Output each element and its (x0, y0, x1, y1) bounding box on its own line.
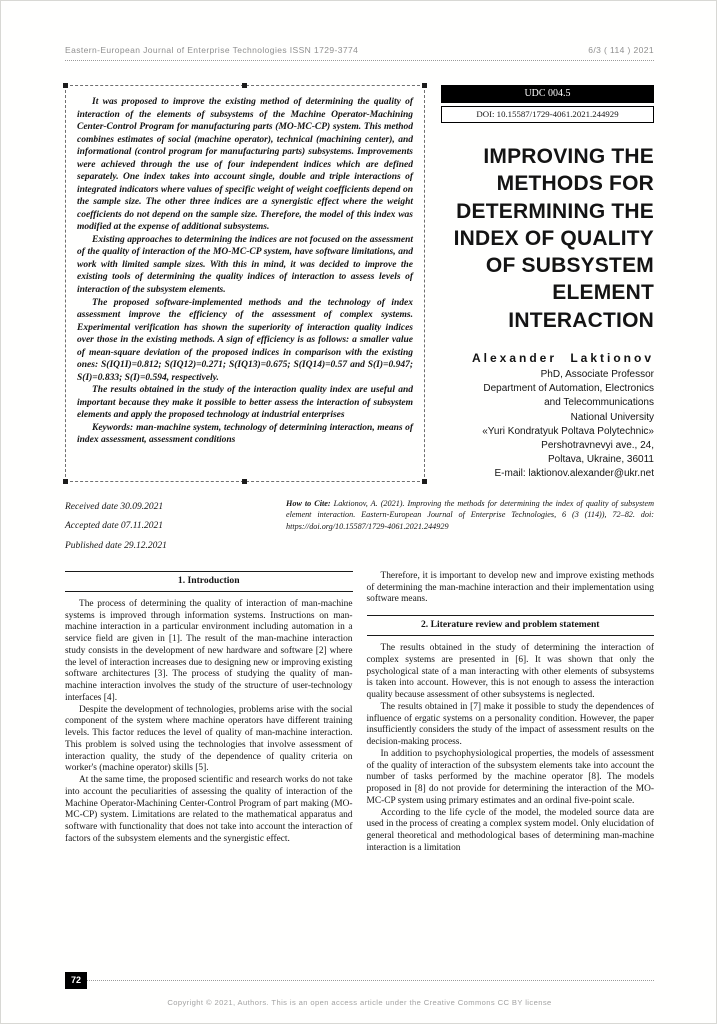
body-paragraph: The process of determining the quality of interaction of man-machine systems is improved through information systems. Instructions on man-machine interaction in a particular environment including automation in a service field are given in [1]. The result of the man-machine interaction study consists in the development of new hardware and software [2] where the level of interaction increases due to designing new or improving existing software architectures [3]. The process of studying the quality of man-machine interaction involves the study of the structure of user-technology interfaces [4]. (65, 598, 353, 703)
dates-cite-row (65, 498, 654, 556)
author-name: Alexander Laktionov (471, 351, 654, 366)
right-column (367, 571, 655, 855)
abstract-paragraph: Existing approaches to determining the indices are not focused on the assessment of the quality of interaction of the MO-MC-CP system, have software limitations, and work with limited sample sizes. With this in mind, it was decided to improve the existing tools of determining the quality indices of interaction to assess levels of interaction of the subsystem elements. (77, 234, 413, 295)
copyright-notice: Copyright © 2021, Authors. This is an open access article under the Creative Commons CC BY license (167, 998, 552, 1007)
article-title: IMPROVING THE METHODS FOR DETERMINING THE INDEX OF QUALITY OF SUBSYSTEM ELEMENT INTERACTION (453, 145, 654, 332)
box-ornament (242, 479, 247, 484)
body-paragraph: In addition to psychophysiological properties, the models of assessment of the quality of interaction of the subsystem elements take into account the number of tasks performed by the machine operator [8]. The models proposed in [8] do not provide for determining the interaction of the MO-MC-CP system using primary estimates and an ordinal five-point scale. (366, 748, 654, 806)
body-paragraph: At the same time, the proposed scientific and research works do not take into account the peculiarities of assessing the quality of interaction of the Machine Operator-Machining Center-Control Program of part making (MO-MC-CP) system. Limitations are related to the mathematical apparatus and software with functionality that does not take into account the interaction of factors of the subsystem elements and the synergistic effect. (65, 775, 353, 844)
box-ornament (242, 83, 247, 88)
abstract-paragraph: The results obtained in the study of the interaction quality index are useful and important because they make it possible to better assess the interaction of subsystem elements and apply the proposed technology at industrial enterprises (77, 385, 413, 421)
section-heading-literature-review: 2. Literature review and problem statement (367, 615, 655, 636)
affiliation-line: «Yuri Kondratyuk Poltava Polytechnic» (482, 425, 654, 437)
section-heading-introduction: 1. Introduction (65, 571, 353, 592)
accepted-date: Accepted date 07.11.2021 (65, 521, 163, 532)
udc-label: UDC 004.5 (441, 85, 654, 103)
author-affiliation (441, 368, 654, 482)
body-paragraph: Despite the development of technologies, problems arise with the social component of the system where machine operators have different training levels. This factor reduces the level of quality of man-machine interaction. This problem is solved using the technologies that involve assessment of interaction quality, the study of the dependence of quality criteria on worker's (machine operator) skills [5]. (65, 704, 353, 774)
body-paragraph: The results obtained in the study of determining the interaction of complex systems are presented in [6]. It was shown that only the psychological state of a man interacting with other elements of subsystems is taken into account. However, this is not enough to assess the interaction quality because assessment of other subsystems is neglected. (366, 643, 654, 701)
how-to-cite-label: How to Cite: (286, 498, 331, 508)
body-paragraph: According to the life cycle of the model, the modeled source data are used in the process of creating a complex system model. Only elucidation of general theoretical and methodological bases of determining man-machine interaction is a limitation (366, 807, 654, 853)
left-column (65, 571, 353, 855)
published-date: Published date 29.12.2021 (65, 540, 167, 551)
article-meta-column (441, 85, 654, 482)
body-paragraph: Therefore, it is important to develop new and improve existing methods of determining the man-machine interaction and their implementation using software means. (366, 570, 654, 605)
keywords-label: Keywords: (92, 422, 134, 433)
affiliation-line: Pershotravnevyi ave., 24, (541, 440, 654, 452)
abstract-box (65, 85, 425, 482)
header-divider (65, 60, 654, 61)
issue-info: 6/3 ( 114 ) 2021 (588, 45, 654, 55)
how-to-cite (286, 498, 654, 556)
abstract-paragraph: It was proposed to improve the existing method of determining the quality of interaction of the elements of subsystems of the Machine Operator-Machining Center-Control Program for manufacturing parts (MO-MC-CP) system. This method combines estimates of social (machine operator), technical (machining center), and informational (control program for manufacturing parts) subsystems. Improvements were achieved through the use of four independent indices which are defined separately. One index takes into account single, double and triple interactions of integrated indicators where values of specific weight of weight coefficients depend on the sample size. The other three indices are a synergistic effect where the weight coefficients do not depend on the sample size. Therefore, the model of this index was modified at the expense of additional subsystems. (77, 97, 413, 233)
footer-dotted-line (87, 980, 654, 981)
affiliation-line: Poltava, Ukraine, 36011 (548, 454, 654, 466)
page-footer (65, 972, 654, 1007)
body-paragraph: The results obtained in [7] make it possible to study the dependences of influence of ergatic systems on a personality condition. However, the paper insufficiently considers the study of the impact of assessment results on the decision-making process. (366, 701, 654, 748)
article-dates (65, 498, 260, 556)
box-ornament (63, 83, 68, 88)
how-to-cite-text: Laktionov, A. (2021). Improving the methods for determining the index of quality of subsystem element interaction. Eastern-European Journal of Enterprise Technologies, 6 (3 (114)), 72–82. doi: https://doi.org/10.15587/1729-4061.2021.244929 (286, 498, 654, 532)
affiliation-line: National University (570, 411, 654, 423)
abstract-paragraph: The proposed software-implemented methods and the technology of index assessment improve the efficiency of the assessment of complex systems. Experimental verification has shown the superiority of interaction quality indices over those in the existing methods. A sign of efficiency is as follows: a smaller value of mean-square deviation of the proposed indices in comparison with the existing ones: S(IQ1I)=0.812; S(IQ12)=0.271; S(IQ13)=0.675; S(IQ14)=0.57 and S(I)=0.947; S(I)=0.833; S(I)=0.594, respectively. (77, 297, 413, 383)
doi-link[interactable]: DOI: 10.15587/1729-4061.2021.244929 (441, 106, 654, 123)
keywords-text: man-machine system, technology of determining interaction, means of index assessment, assessment conditions (77, 422, 413, 446)
keywords-line (77, 422, 413, 447)
page-number: 72 (65, 972, 87, 989)
affiliation-line: and Telecommunications (544, 397, 654, 409)
affiliation-line: PhD, Associate Professor (540, 369, 654, 381)
author-email[interactable]: E-mail: laktionov.alexander@ukr.net (494, 468, 654, 480)
box-ornament (422, 83, 427, 88)
footer-divider (65, 972, 654, 989)
top-section (65, 85, 654, 482)
received-date: Received date 30.09.2021 (65, 501, 164, 512)
journal-name: Eastern-European Journal of Enterprise Technologies ISSN 1729-3774 (65, 45, 359, 55)
box-ornament (422, 479, 427, 484)
box-ornament (63, 479, 68, 484)
affiliation-line: Department of Automation, Electronics (483, 383, 654, 395)
page-header (65, 45, 654, 55)
article-body (65, 571, 654, 855)
